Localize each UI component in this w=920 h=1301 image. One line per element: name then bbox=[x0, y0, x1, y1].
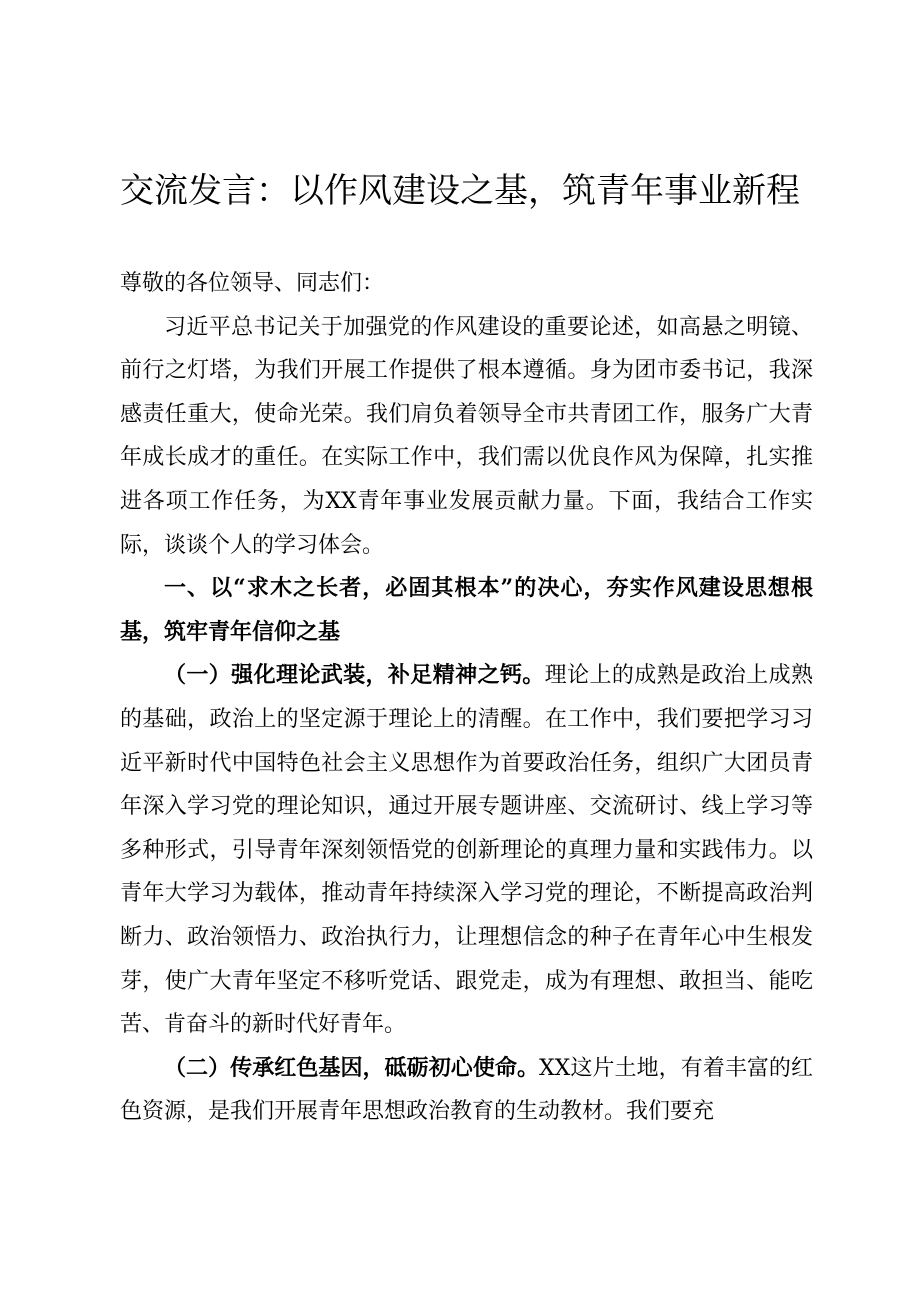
subsection-paragraph-2 bbox=[120, 1047, 813, 1134]
section-heading: 一、以“求木之长者，必固其根本”的决心，夯实作风建设思想根基，筑牢青年信仰之基 bbox=[120, 575, 813, 645]
document-title: 交流发言：以作风建设之基，筑青年事业新程 bbox=[120, 171, 800, 211]
document-body bbox=[120, 262, 813, 1134]
subsection-text-2: XX这片土地，有着丰富的红色资源，是我们开展青年思想政治教育的生动教材。我们要充 bbox=[120, 1055, 813, 1125]
intro-paragraph: 习近平总书记关于加强党的作风建设的重要论述，如高悬之明镜、前行之灯塔，为我们开展工作提供了根本遵循。身为团市委书记，我深感责任重大，使命光荣。我们肩负着领导全市共青团工作，服务广大青年成长成才的重任。在实际工作中，我们需以优良作风为保障，扎实推进各项工作任务，为XX青年事业发展贡献力量。下面，我结合工作实际，谈谈个人的学习体会。 bbox=[120, 314, 813, 558]
subsection-text-1: 理论上的成熟是政治上成熟的基础，政治上的坚定源于理论上的清醒。在工作中，我们要把学习习近平新时代中国特色社会主义思想作为首要政治任务，组织广大团员青年深入学习党的理论知识，通过开展专题讲座、交流研讨、线上学习等多种形式，引导青年深刻领悟党的创新理论的真理力量和实践伟力。以青年大学习为载体，推动青年持续深入学习党的理论，不断提高政治判断力、政治领悟力、政治执行力，让理想信念的种子在青年心中生根发芽，使广大青年坚定不移听党话、跟党走，成为有理想、敢担当、能吃苦、肯奋斗的新时代好青年。 bbox=[120, 663, 813, 1038]
salutation: 尊敬的各位领导、同志们： bbox=[120, 271, 385, 296]
subsection-lead-2: （二）传承红色基因，砥砺初心使命。 bbox=[164, 1054, 540, 1081]
subsection-lead-1: （一）强化理论武装，补足精神之钙。 bbox=[164, 662, 545, 689]
subsection-paragraph-1 bbox=[120, 654, 813, 1046]
